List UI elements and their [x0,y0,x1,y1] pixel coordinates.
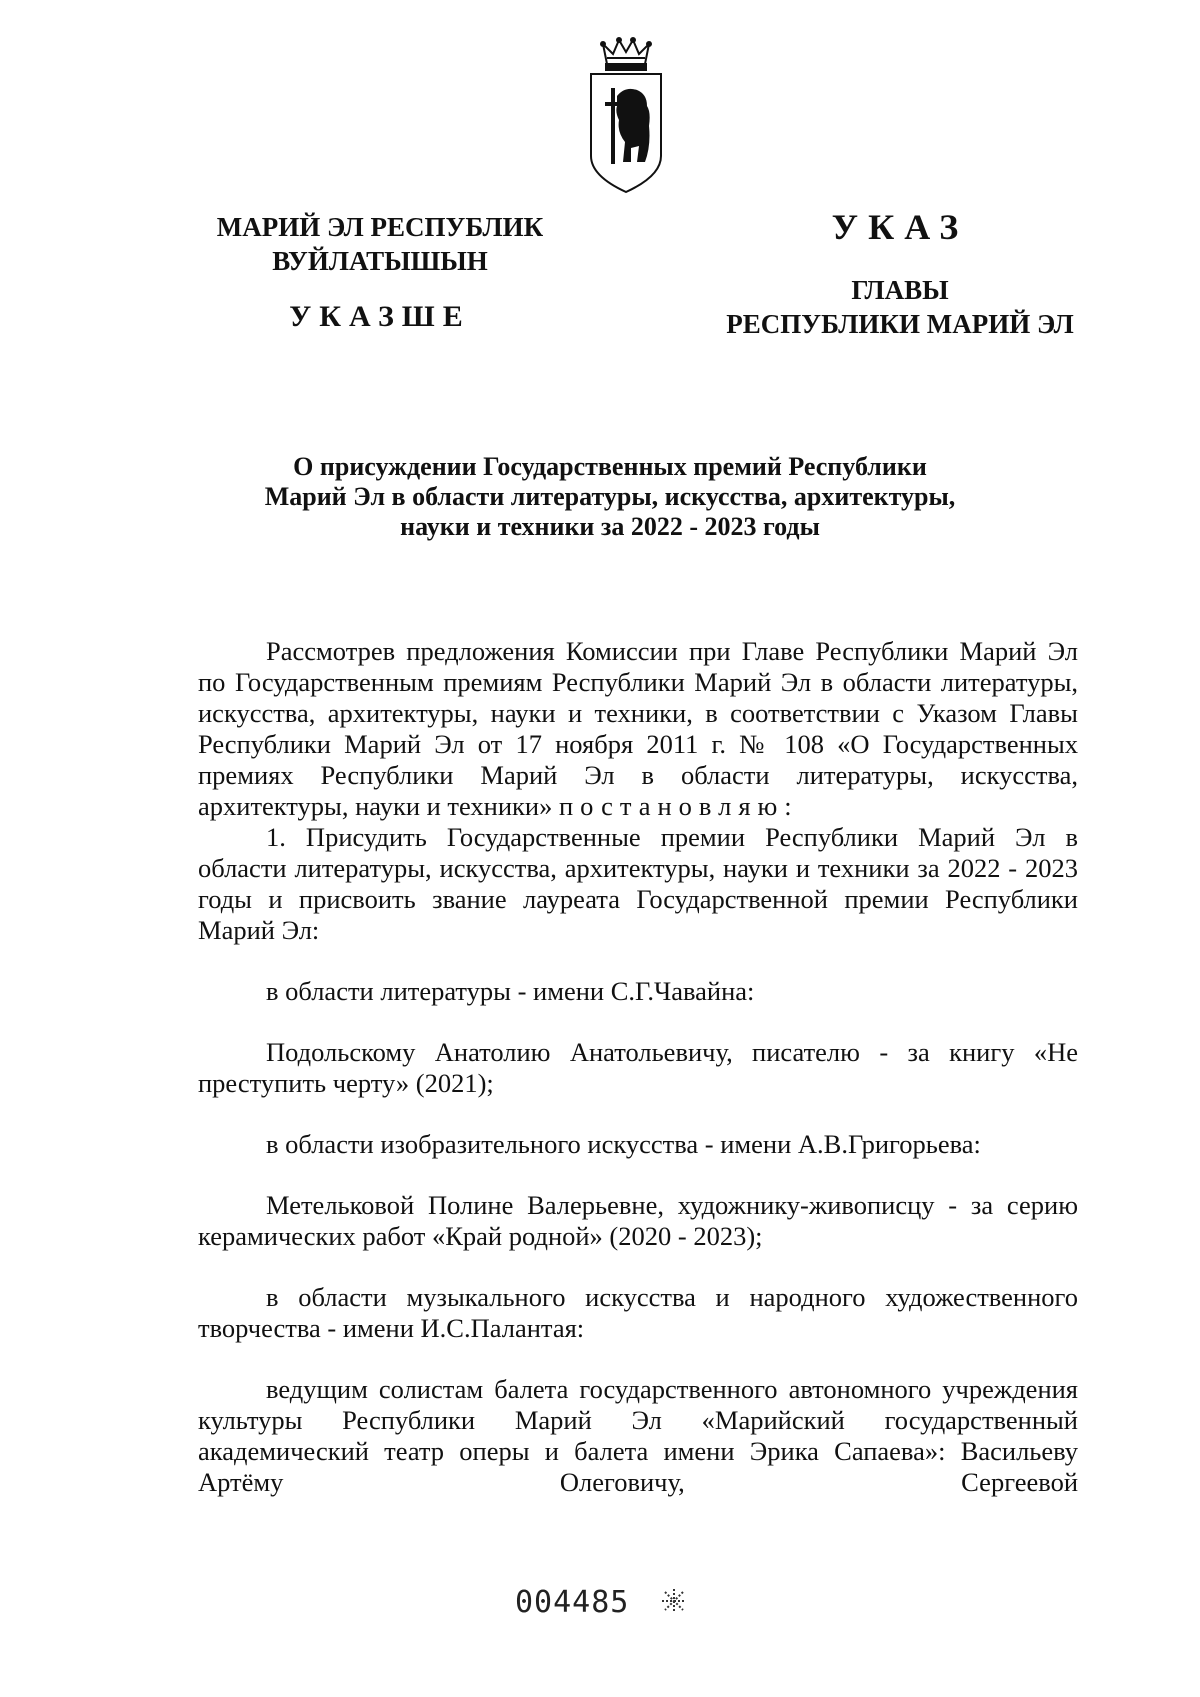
header-right-block [690,205,1110,341]
art-award: Метельковой Полине Валерьевне, художнику-живописцу - за серию керамических работ «Край родной» (2020 - 2023); [198,1190,1078,1251]
preamble-paragraph [198,636,1078,822]
subject-line3: науки и техники за 2022 - 2023 годы [400,512,820,541]
item1-paragraph: 1. Присудить Государственные премии Республики Марий Эл в области литературы, искусства, архитектуры, науки и техники за 2022 - 2023 годы и присвоить звание лауреата Государственной премии Республики Марий Эл: [198,822,1078,945]
preamble-text: Рассмотрев предложения Комиссии при Главе Республики Марий Эл по Государственным премиям Республики Марий Эл в области литературы, искусства, архитектуры, науки и техники, в соответствии с Указом Главы Республики Марий Эл от 17 ноября 2011 г. № 108 «О Государственных премиях Республики Марий Эл в области литературы, искусства, архитектуры, науки и техники» [198,636,1078,821]
header-left-line1: МАРИЙ ЭЛ РЕСПУБЛИК [216,212,544,242]
document-body [198,636,1078,1498]
subject-line1: О присуждении Государственных премий Республики [293,452,927,481]
coat-of-arms-emblem [585,36,667,196]
header-right-line1: ГЛАВЫ [851,275,949,305]
asterisk-mark-icon [660,1587,688,1615]
literature-award: Подольскому Анатолию Анатольевичу, писателю - за книгу «Не преступить черту» (2021); [198,1037,1078,1098]
document-serial-number: 004485 [515,1585,630,1620]
header-left-block [190,210,570,334]
header-right-title: УКАЗ [831,207,969,247]
decree-word: постановляю: [558,791,799,821]
subject-line2: Марий Эл в области литературы, искусства, архитектуры, [264,482,956,511]
art-area: в области изобразительного искусства - имени А.В.Григорьева: [266,1129,981,1159]
header-left-line2: ВУЙЛАТЫШЫН [272,246,488,276]
music-award: ведущим солистам балета государственного автономного учреждения культуры Республики Марий Эл «Марийский государственный академический театр оперы и балета имени Эрика Сапаева»: Васильеву Артёму Олеговичу, Сергеевой [198,1374,1078,1497]
document-subject [230,452,990,542]
header-left-title: УКАЗШЕ [289,300,471,333]
music-area: в области музыкального искусства и народного художественного творчества - имени И.С.Палантая: [198,1282,1078,1343]
header-right-line2: РЕСПУБЛИКИ МАРИЙ ЭЛ [726,309,1074,339]
literature-area: в области литературы - имени С.Г.Чавайна: [266,976,755,1006]
